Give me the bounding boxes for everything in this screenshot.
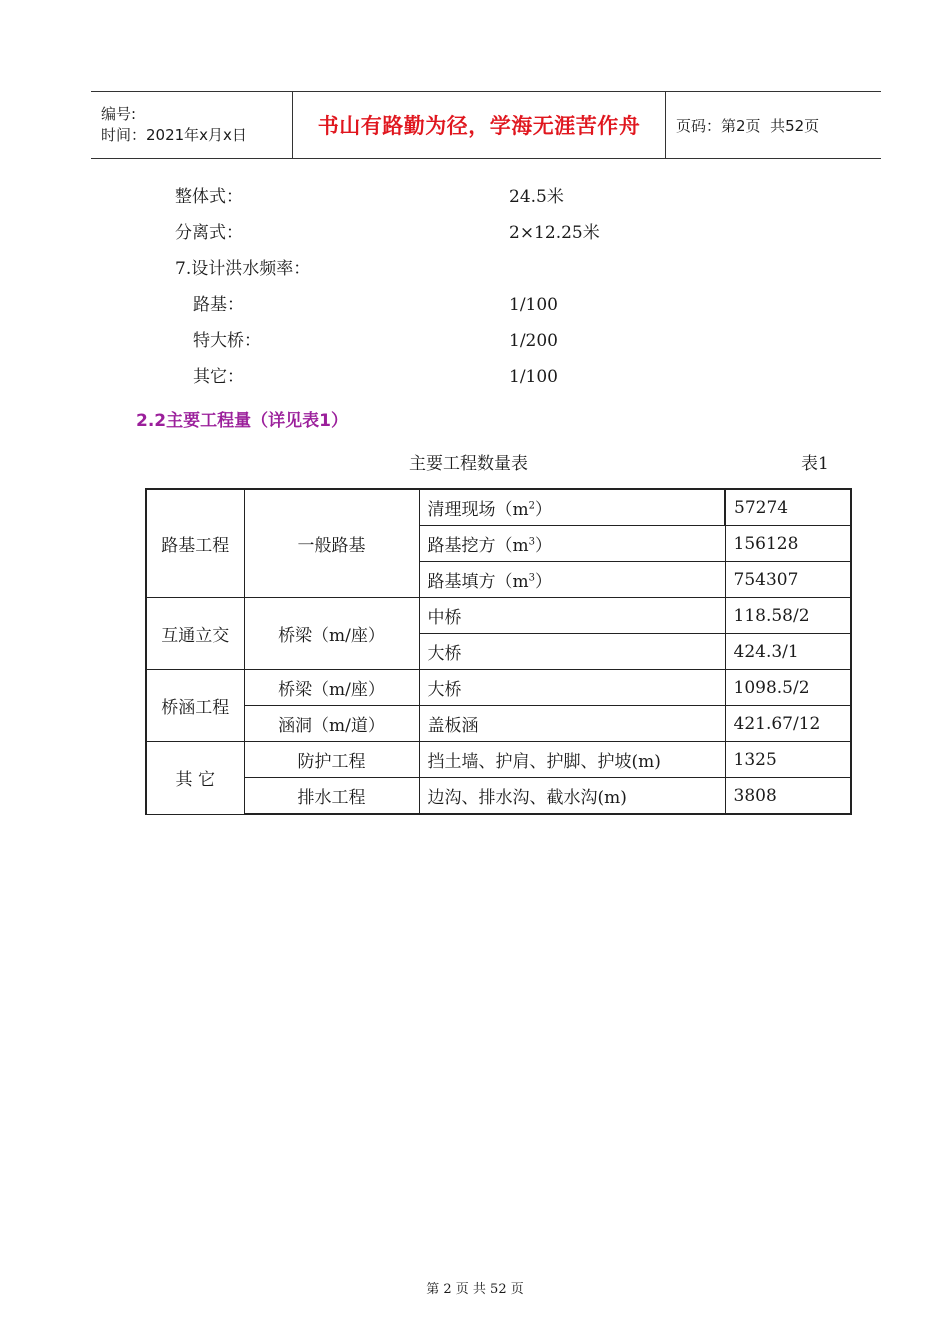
item-cell: 清理现场$(m^2)$: [419, 489, 725, 526]
value-cell: 3808: [725, 778, 851, 815]
group-cell: 桥涵工程: [146, 670, 244, 742]
group-cell: 互通立交: [146, 598, 244, 670]
flood-label-subgrade: 路基：: [193, 295, 244, 315]
table-number: 表1: [801, 454, 829, 474]
section-title: 2.2主要工程量（详见表1）: [136, 411, 348, 431]
item-cell: 路基挖方$(m^3)$: [419, 526, 725, 562]
flood-label-grand-bridge: 特大桥：: [193, 331, 261, 351]
value-cell: 156128: [725, 526, 851, 562]
spec-value-integral: 24.5米: [509, 187, 564, 207]
subgroup-cell: 一般路基: [244, 489, 419, 598]
flood-label-other: 其它：: [193, 367, 244, 387]
table-row: [146, 670, 851, 706]
item-cell: 挡土墙、护肩、护脚、护坡(m): [419, 742, 725, 778]
group-cell: 路基工程: [146, 489, 244, 598]
page-footer: 第 2 页 共 52 页: [426, 1282, 524, 1297]
value-cell: 421.67/12: [725, 706, 851, 742]
value-cell: 57274: [725, 489, 851, 526]
page-header: [91, 91, 881, 159]
header-left: [91, 92, 293, 158]
table-row: [146, 598, 851, 634]
flood-value-subgrade: 1/100: [509, 295, 558, 315]
header-motto: 书山有路勤为径，学海无涯苦作舟: [293, 92, 666, 158]
value-cell: 1098.5/2: [725, 670, 851, 706]
subgroup-cell: 桥梁（m/座）: [244, 670, 419, 706]
quantities-table: [145, 488, 852, 815]
spec-value-separate: 2×12.25米: [509, 223, 600, 243]
value-cell: 754307: [725, 562, 851, 598]
header-page-info: [666, 92, 881, 158]
value-cell: 1325: [725, 742, 851, 778]
flood-heading: 7.设计洪水频率：: [175, 259, 311, 279]
flood-value-grand-bridge: 1/200: [509, 331, 558, 351]
table-row: [146, 778, 851, 815]
subgroup-cell: 防护工程: [244, 742, 419, 778]
item-cell: 路基填方$(m^3)$: [419, 562, 725, 598]
item-cell: 大桥: [419, 634, 725, 670]
spec-label-integral: 整体式：: [175, 187, 243, 207]
subgroup-cell: 排水工程: [244, 778, 419, 815]
item-cell: 盖板涵: [419, 706, 725, 742]
item-cell: 大桥: [419, 670, 725, 706]
table-caption: 主要工程数量表: [409, 454, 528, 474]
item-cell: 边沟、排水沟、截水沟(m): [419, 778, 725, 815]
value-cell: 118.58/2: [725, 598, 851, 634]
flood-value-other: 1/100: [509, 367, 558, 387]
subgroup-cell: 涵洞（m/道）: [244, 706, 419, 742]
item-cell: 中桥: [419, 598, 725, 634]
value-cell: 424.3/1: [725, 634, 851, 670]
table-row: [146, 742, 851, 778]
table-row: [146, 706, 851, 742]
table-row: [146, 489, 851, 526]
subgroup-cell: 桥梁（m/座）: [244, 598, 419, 670]
spec-label-separate: 分离式：: [175, 223, 243, 243]
group-cell: 其 它: [146, 742, 244, 815]
page-info: 页码：第2页 共52页: [676, 116, 820, 135]
serial-label: 编号:: [101, 105, 137, 123]
time-label: 时间：2021年x月x日: [101, 126, 247, 144]
